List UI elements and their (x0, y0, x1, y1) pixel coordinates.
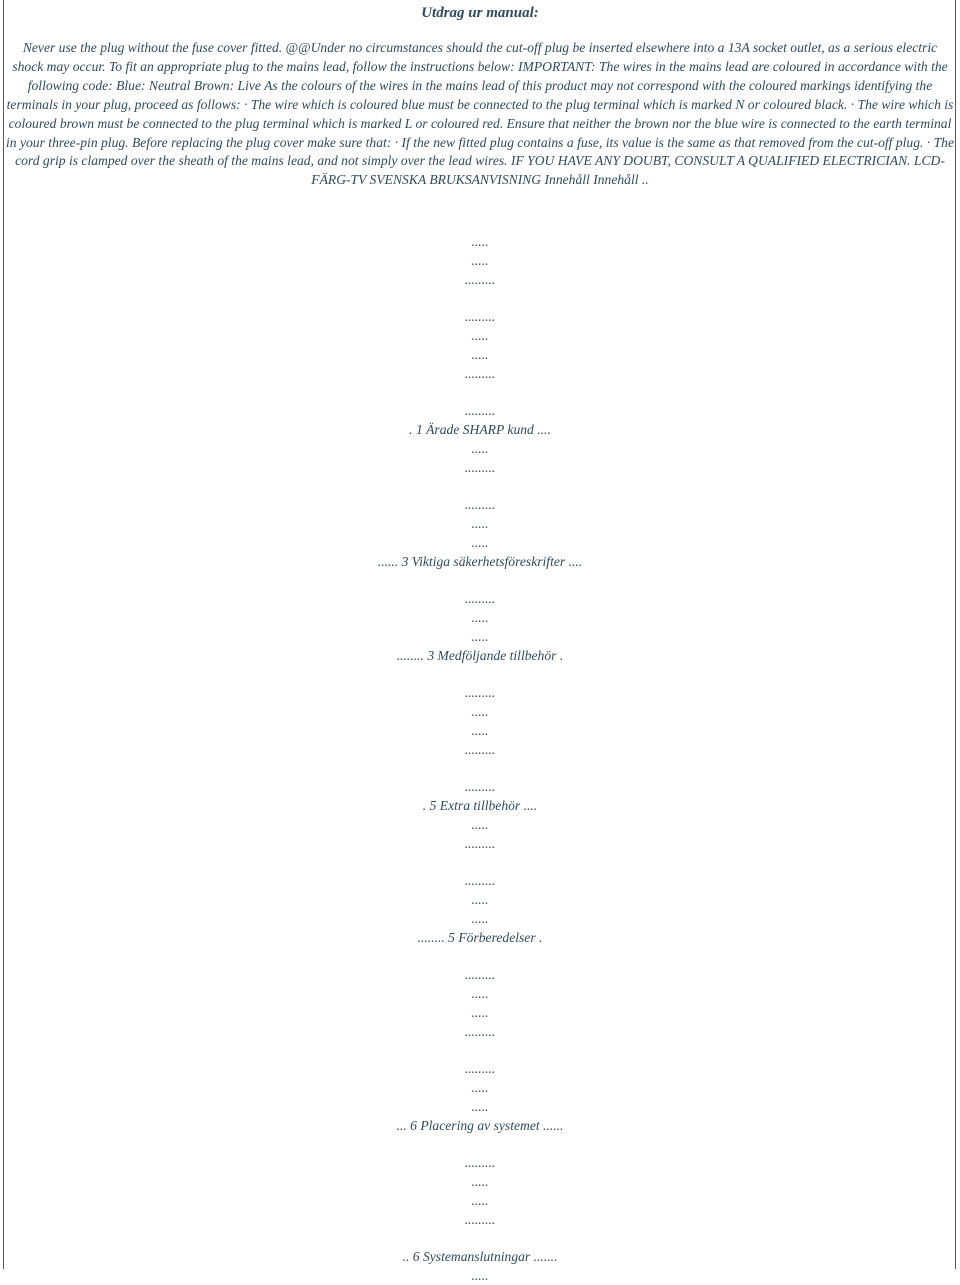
toc-line: ..... (471, 1098, 489, 1114)
toc-line: ..... (471, 252, 489, 268)
toc-line: ......... (464, 365, 496, 381)
toc-line: ......... (464, 835, 496, 851)
toc-line: ..... (471, 440, 489, 456)
toc-line: ..... (471, 628, 489, 644)
manual-body-text (6, 39, 954, 190)
page-title: Utdrag ur manual: (421, 5, 539, 21)
toc-line: ..... (471, 346, 489, 362)
toc-line: ..... (471, 1268, 489, 1283)
toc-line: ..... (471, 516, 489, 531)
toc-line: ......... (464, 309, 496, 325)
toc-line: .. 6 Systemanslutningar ....... (402, 1249, 558, 1265)
toc-line: ......... (464, 685, 496, 701)
toc-line: ..... (471, 610, 489, 625)
toc-line: ..... (471, 234, 489, 249)
toc-line: ...... 3 Viktiga säkerhetsföreskrifter .... (377, 553, 583, 569)
toc-line: ......... (464, 1155, 496, 1171)
toc-line: ..... (471, 892, 489, 907)
manual-paragraph: Never use the plug without the fuse cover fitted. @@Under no circumstances should the cut-off plug be inserted elsewhere into a 13A socket outlet, as a serious electric shock may occur. To fit an appropriate plug to the mains lead, follow the instructions below: IMPORTANT: The wires in the mains lead are coloured in accordance with the following code: Blue: Neutral Brown: Live As the colours of the wires in the mains lead of this product may not correspond with the coloured markings identifying the terminals in your plug, proceed as follows: · The wire which is coloured blue must be connected to the plug terminal which is marked N or coloured black. · The wire which is coloured brown must be connected to the plug terminal which is marked L or coloured red. Ensure that neither the brown nor the blue wire is connected to the earth terminal in your three-pin plug. Before replacing the plug cover make sure that: · If the new fitted plug contains a fuse, its value is the same as that removed from the cut-off plug. · The cord grip is clamped over the sheath of the mains lead, and not simply over the lead wires. IF YOU HAVE ANY DOUBT, CONSULT A QUALIFIED ELECTRICIAN. LCD-FÄRG-TV SVENSKA BRUKSANVISNING Innehåll Innehåll .. (6, 40, 954, 188)
toc-line: . 1 Ärade SHARP kund .... (409, 422, 551, 437)
toc-line: ... 6 Placering av systemet ...... (396, 1117, 564, 1133)
toc-line: ........ 3 Medföljande tillbehör . (396, 647, 564, 663)
toc-line: ......... (464, 591, 496, 607)
toc-line: . 5 Extra tillbehör .... (422, 798, 538, 813)
toc-line: ......... (464, 779, 496, 795)
toc-line: ......... (464, 873, 496, 889)
toc-line: ......... (464, 403, 496, 419)
toc-line: ..... (471, 1174, 489, 1189)
toc-line: ......... (464, 459, 496, 475)
toc-line: ..... (471, 704, 489, 719)
toc-line: ..... (471, 1004, 489, 1020)
toc-line: ..... (471, 816, 489, 832)
toc-line: ..... (471, 910, 489, 926)
toc-line: ..... (471, 1192, 489, 1208)
toc-line: ........ 5 Förberedelser . (417, 929, 543, 945)
toc-line: ..... (471, 986, 489, 1001)
toc-line: ......... (464, 1211, 496, 1227)
toc-line: ..... (471, 328, 489, 343)
toc-line: ......... (464, 271, 496, 287)
toc-line: ......... (464, 1023, 496, 1039)
toc-line: ......... (464, 741, 496, 757)
toc-line: ..... (471, 534, 489, 550)
toc-line: ......... (464, 1061, 496, 1077)
toc-line: ..... (471, 1080, 489, 1095)
toc-line: ..... (471, 722, 489, 738)
toc-line: ......... (464, 497, 496, 513)
toc-line: ......... (464, 967, 496, 983)
